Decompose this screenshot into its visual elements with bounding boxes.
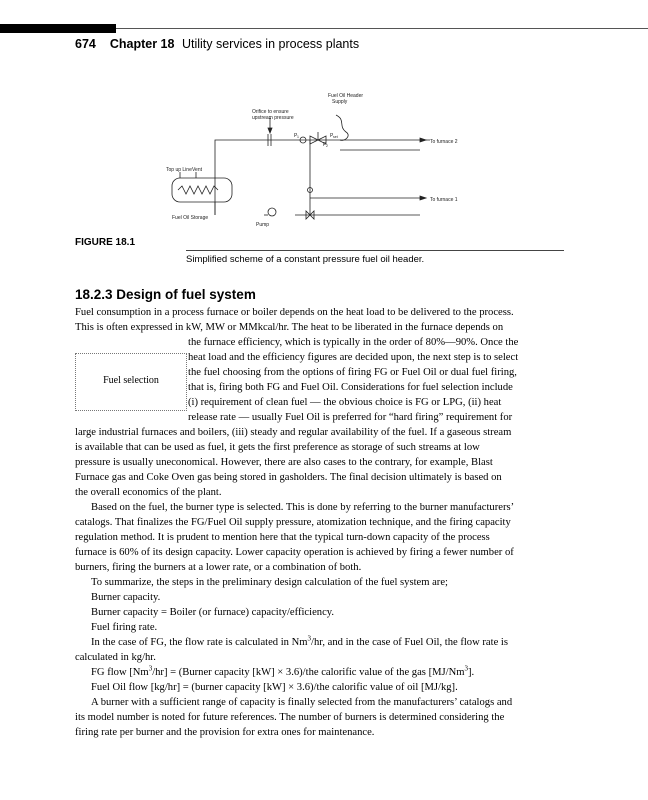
figure-caption: Simplified scheme of a constant pressure fuel oil header. (186, 254, 425, 265)
chapter-title: Utility services in process plants (181, 37, 360, 51)
section-heading: 18.2.3 Design of fuel system (75, 287, 256, 302)
label-orifice-2: upstream pressure (252, 115, 294, 121)
label-pset: P (330, 133, 334, 139)
label-p2-sub: 2 (326, 144, 328, 148)
label-vent: Vent (192, 167, 203, 173)
header-rule (116, 28, 648, 29)
label-p1-sub: 1 (297, 135, 299, 139)
text-line: burners, firing the burners at a lower rate, or a combination of both. (75, 562, 362, 573)
text-line: Fuel firing rate. (91, 622, 158, 633)
text-line: FG flow $[Nm^3/hr]$ = (Burner capacity [kW] × 3.6)/the calorific value of the gas [MJ/Nm$^3$]. (91, 664, 475, 678)
text-line: In the case of FG, the flow rate is calculated in Nm$^3$/hr, and in the case of Fuel Oil, the flow rate is (91, 634, 508, 648)
sidebar-note-box (75, 353, 187, 411)
header-loop-line (215, 140, 430, 215)
label-p1: P (294, 133, 298, 139)
text-line: Fuel consumption in a process furnace or boiler depends on the heat load to be delivered to the process. (75, 307, 514, 318)
text-line: Furnace gas and Coke Oven gas being stored in gasholders. The final decision ultimately is based on (75, 472, 502, 483)
text-line: the overall economics of the plant. (75, 487, 222, 498)
label-to-furnace-1: To furnace 1 (430, 197, 458, 203)
text-line: calculated in kg/hr. (75, 652, 156, 663)
text-line: Fuel Oil flow [kg/hr] = (burner capacity [kW] × 3.6)/the calorific value of oil [MJ/kg]. (91, 682, 458, 693)
text-line: A burner with a sufficient range of capacity is finally selected from the manufacturers’ catalogs and (91, 697, 513, 708)
text-line: Burner capacity. (91, 592, 161, 603)
text-line: regulation method. It is prudent to mention here that the typical turn-down capacity of the process (75, 532, 490, 543)
page-number: 674 (75, 37, 96, 51)
text-line: its model number is noted for future references. The number of burners is determined considering the (75, 712, 505, 723)
label-pump: Pump (256, 222, 270, 228)
text-line: furnace is 60% of its design capacity. Lower capacity operation is achieved by firing a fewer number of (75, 547, 514, 558)
supply-curve (336, 115, 348, 140)
text-line: This is often expressed in kW, MW or MMkcal/hr. The heat to be liberated in the furnace depends on (75, 322, 504, 333)
fuel-oil-header-diagram (160, 90, 490, 235)
text-line: catalogs. That finalizes the FG/Fuel Oil supply pressure, atomization technique, and the firing capacity (75, 517, 511, 528)
label-pset-sub: set (333, 135, 338, 139)
text-line: To summarize, the steps in the preliminary design calculation of the fuel system are; (91, 577, 448, 588)
text-line: is available that can be used as fuel, it gets the first preference as storage of such streams at low (75, 442, 480, 453)
text-line: that is, firing both FG and Fuel Oil. Considerations for fuel selection include (188, 382, 513, 393)
text-line: heat load and the efficiency figures are decided upon, the next step is to select (188, 352, 519, 363)
label-top-up-line: Top up Line (166, 167, 192, 173)
label-to-furnace-2: To furnace 2 (430, 139, 458, 145)
header-bar (0, 24, 116, 33)
text-line: large industrial furnaces and boilers, (iii) steady and regular availability of the fuel. If a gaseous stream (75, 427, 512, 438)
running-head (75, 37, 359, 51)
text-line: Burner capacity = Boiler (or furnace) capacity/efficiency. (91, 607, 335, 618)
text-line: (i) requirement of clean fuel — the obvious choice is FG or LPG, (ii) heat (188, 397, 502, 408)
text-line: the furnace efficiency, which is typically in the order of 80%—90%. Once the (188, 337, 519, 348)
label-fuel-oil-header-2: Supply (332, 99, 348, 105)
sidebar-note: Fuel selection (103, 375, 159, 386)
figure-rule (186, 250, 564, 251)
label-p2: P (323, 142, 327, 148)
figure-label: FIGURE 18.1 (75, 237, 136, 248)
text-line: release rate — usually Fuel Oil is preferred for “hard firing” requirement for (188, 412, 513, 423)
text-line: Based on the fuel, the burner type is selected. This is done by referring to the burner manufacturers’ (91, 502, 515, 513)
chapter-label: Chapter 18 (109, 37, 175, 51)
label-fuel-oil-storage: Fuel Oil Storage (172, 215, 209, 221)
label-fuel-oil-header-1: Fuel Oil Header (328, 93, 364, 99)
text-line: pressure is usually uneconomical. However, there are also cases to the contrary, for example, Blast (75, 457, 493, 468)
text-line: firing rate per burner and the provision for extra ones for maintenance. (75, 727, 375, 738)
label-orifice-1: Orifice to ensure (252, 109, 289, 115)
pump (268, 208, 276, 216)
text-line: the fuel choosing from the options of firing FG or Fuel Oil or dual fuel firing, (188, 367, 517, 378)
fuel-oil-storage-tank (172, 178, 232, 202)
